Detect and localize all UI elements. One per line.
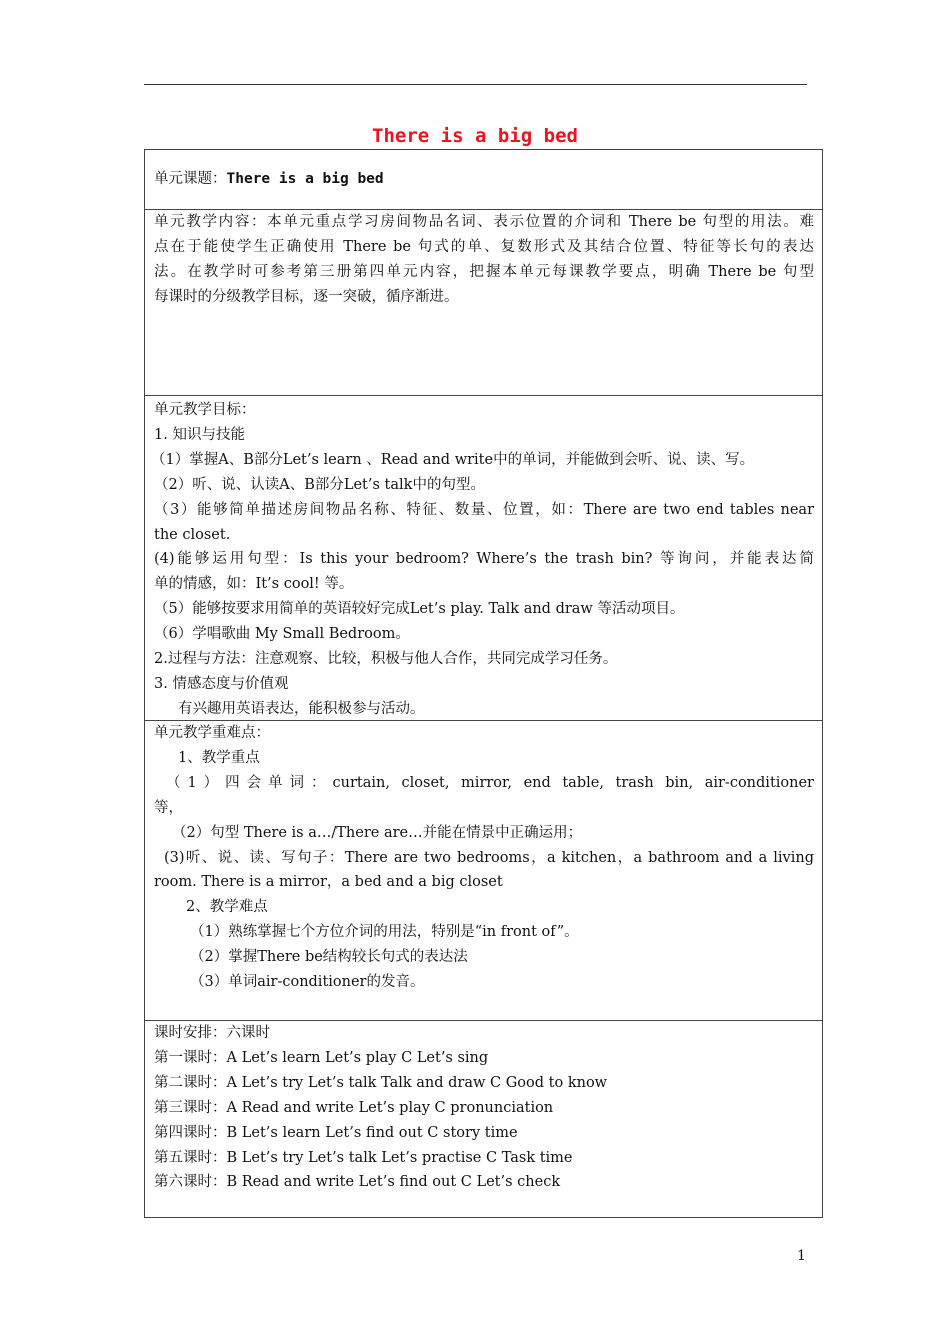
document-title: There is a big bed (372, 125, 578, 147)
key-points-line: 等， (154, 799, 183, 816)
header-rule (144, 84, 807, 85)
teaching-objectives-row (145, 395, 822, 720)
key-points-line: 1、教学重点 (178, 749, 260, 766)
schedule-heading: 课时安排：六课时 (154, 1025, 270, 1041)
unit-title-row (145, 150, 822, 209)
key-points-line: (3)听、说、读、写句子：There are two bedrooms，a kitchen，a bathroom and a living (164, 849, 814, 866)
schedule-row (145, 1020, 822, 1218)
key-points-line: （3）单词air-conditioner的发音。 (190, 974, 425, 991)
objectives-line: 2.过程与方法：注意观察、比较，积极与他人合作，共同完成学习任务。 (154, 651, 618, 668)
key-points-line: 2、教学难点 (186, 899, 268, 916)
schedule-line: 第一课时：A Let’s learn Let’s play C Let’s sing (154, 1049, 489, 1066)
teaching-content-row (145, 209, 822, 395)
key-points-row (145, 720, 822, 1020)
key-points-line: （2）句型 There is a…/There are…并能在情景中正确运用； (172, 824, 583, 841)
objectives-line: （3）能够简单描述房间物品名称、特征、数量、位置，如：There are two end tables near (154, 501, 814, 518)
content-line: 法。在教学时可参考第三册第四单元内容，把握本单元每课教学要点，明确 There be 句型 (154, 263, 814, 280)
key-points-line: （2）掌握There be结构较长句式的表达法 (190, 949, 468, 966)
unit-title-label: 单元课题： (154, 171, 227, 187)
objectives-heading: 单元教学目标： (154, 402, 256, 418)
schedule-line: 第二课时：A Let’s try Let’s talk Talk and draw C Good to know (154, 1074, 608, 1091)
objectives-line: （1）掌握A、B部分Let’s learn 、Read and write中的单词，并能做到会听、说、读、写。 (151, 451, 755, 468)
objectives-line: （6）学唱歌曲 My Small Bedroom。 (154, 626, 410, 643)
schedule-line: 第五课时：B Let’s try Let’s talk Let’s practise C Task time (154, 1149, 573, 1166)
schedule-line: 第六课时：B Read and write Let’s find out C Let’s check (154, 1174, 561, 1191)
objectives-line: 1. 知识与技能 (154, 426, 245, 443)
unit-title-value: There is a big bed (226, 171, 384, 187)
objectives-line: the closet. (154, 526, 231, 543)
key-points-line: （1）四会单词：curtain, closet, mirror, end table, trash bin, air-conditioner (166, 774, 814, 791)
key-points-heading: 单元教学重难点： (154, 725, 270, 741)
schedule-line: 第四课时：B Let’s learn Let’s find out C story time (154, 1124, 518, 1141)
objectives-line: （2）听、说、认读A、B部分Let’s talk中的句型。 (154, 476, 485, 493)
objectives-line: （5）能够按要求用简单的英语较好完成Let’s play. Talk and draw 等活动项目。 (154, 601, 685, 618)
objectives-line: (4)能够运用句型：Is this your bedroom? Where’s the trash bin? 等询问，并能表达简 (154, 551, 814, 568)
content-line: 单元教学内容：本单元重点学习房间物品名词、表示位置的介词和 There be 句型的用法。难 (154, 214, 814, 230)
schedule-line: 第三课时：A Read and write Let’s play C pronunciation (154, 1099, 554, 1116)
objectives-line: 单的情感，如：It’s cool! 等。 (154, 576, 354, 593)
content-line: 每课时的分级教学目标，逐一突破，循序渐进。 (154, 288, 459, 305)
unit-title-line (154, 167, 814, 192)
key-points-line: （1）熟练掌握七个方位介词的用法，特别是“in front of”。 (190, 924, 579, 941)
objectives-line: 3. 情感态度与价值观 (154, 675, 289, 692)
page-number: 1 (797, 1248, 806, 1264)
objectives-line: 有兴趣用英语表达，能积极参与活动。 (178, 700, 425, 717)
lesson-plan-table (144, 149, 823, 1218)
key-points-line: room. There is a mirror，a bed and a big closet (154, 874, 503, 891)
content-line: 点在于能使学生正确使用 There be 句式的单、复数形式及其结合位置、特征等长句的表达 (154, 238, 814, 255)
